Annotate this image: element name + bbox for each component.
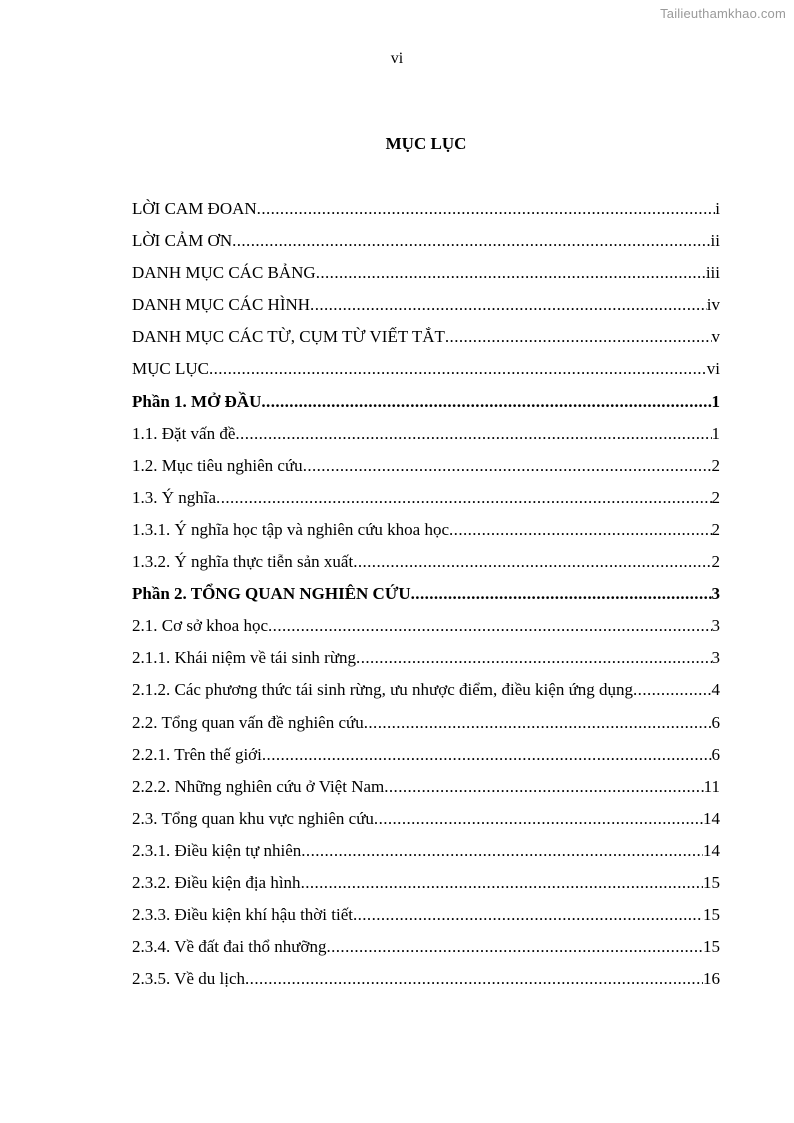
toc-entry-label: 2.2.1. Trên thế giới: [132, 744, 262, 764]
toc-leader-dots: [445, 321, 712, 353]
toc-leader-dots: [257, 193, 716, 225]
toc-entry[interactable]: [132, 418, 720, 450]
toc-leader-dots: [364, 707, 712, 739]
watermark-text: Tailieuthamkhao.com: [660, 6, 786, 21]
toc-leader-dots: [353, 546, 711, 578]
toc-leader-dots: [301, 867, 703, 899]
toc-entry-page: 3: [711, 616, 720, 636]
toc-entry[interactable]: [132, 482, 720, 514]
toc-entry-label: Phần 2. TỔNG QUAN NGHIÊN CỨU: [132, 584, 411, 604]
toc-leader-dots: [303, 450, 712, 482]
toc-leader-dots: [449, 514, 711, 546]
toc-entry-label: 2.2. Tổng quan vấn đề nghiên cứu: [132, 712, 364, 732]
toc-entry-label: 2.3.5. Về du lịch: [132, 969, 246, 989]
toc-entry-page: vi: [706, 359, 720, 379]
toc-entry-label: 1.2. Mục tiêu nghiên cứu: [132, 455, 303, 475]
page-title: MỤC LỤC: [385, 134, 467, 153]
toc-entry[interactable]: [132, 899, 720, 931]
toc-entry-label: 2.1. Cơ sở khoa học: [132, 616, 269, 636]
toc-entry-label: 2.3.3. Điều kiện khí hậu thời tiết: [132, 905, 353, 925]
toc-entry[interactable]: [132, 257, 720, 289]
toc-entry-page: 1: [711, 423, 720, 443]
toc-entry-label: MỤC LỤC: [132, 359, 209, 379]
toc-leader-dots: [374, 803, 703, 835]
toc-entry-label: 2.3. Tổng quan khu vực nghiên cứu: [132, 808, 374, 828]
toc-entry[interactable]: [132, 803, 720, 835]
toc-entry-page: 14: [703, 808, 720, 828]
toc-entry[interactable]: [132, 835, 720, 867]
toc-leader-dots: [326, 931, 703, 963]
toc-entry[interactable]: [132, 931, 720, 963]
toc-entry-page: 3: [711, 648, 720, 668]
toc-entry-label: LỜI CẢM ƠN: [132, 231, 233, 251]
toc-entry-page: ii: [710, 231, 720, 251]
toc-entry-label: DANH MỤC CÁC TỪ, CỤM TỪ VIẾT TẮT: [132, 327, 445, 347]
toc-entry-page: 6: [711, 744, 720, 764]
toc-entry[interactable]: [132, 674, 720, 706]
toc-entry[interactable]: [132, 610, 720, 642]
toc-leader-dots: [301, 835, 703, 867]
toc-entry-label: 1.3. Ý nghĩa: [132, 487, 217, 507]
toc-leader-dots: [633, 674, 711, 706]
toc-entry-page: 6: [711, 712, 720, 732]
toc-entry[interactable]: [132, 514, 720, 546]
toc-entry-label: 1.3.1. Ý nghĩa học tập và nghiên cứu khoa học: [132, 519, 450, 539]
toc-leader-dots: [310, 289, 707, 321]
toc-leader-dots: [261, 386, 711, 418]
toc-leader-dots: [384, 771, 703, 803]
toc-entry-page: 2: [711, 455, 720, 475]
toc-entry-page: i: [715, 199, 720, 218]
toc-entry-page: iv: [706, 295, 720, 315]
toc-entry-label: 2.3.2. Điều kiện địa hình: [132, 872, 301, 892]
toc-entry-page: iii: [705, 263, 720, 283]
toc-entry-page: 15: [703, 937, 720, 957]
toc-entry[interactable]: [132, 578, 720, 610]
toc-entry[interactable]: [132, 386, 720, 418]
toc-entry-label: DANH MỤC CÁC HÌNH: [132, 295, 311, 315]
toc-entry[interactable]: [132, 193, 720, 225]
toc-entry-label: 2.3.1. Điều kiện tự nhiên: [132, 840, 302, 860]
toc-entry[interactable]: [132, 867, 720, 899]
toc-entry-label: 1.1. Đặt vấn đề: [132, 423, 236, 443]
toc-entry[interactable]: [132, 771, 720, 803]
toc-leader-dots: [209, 353, 707, 385]
toc-entry[interactable]: [132, 289, 720, 321]
toc-leader-dots: [316, 257, 706, 289]
toc-entry[interactable]: [132, 225, 720, 257]
toc-entry[interactable]: [132, 963, 720, 995]
toc-entry-page: 15: [703, 872, 720, 892]
toc-entry-page: v: [711, 327, 720, 347]
toc-entry-page: 1: [711, 391, 720, 411]
toc-entry[interactable]: [132, 739, 720, 771]
toc-entry-label: 2.3.4. Về đất đai thổ nhưỡng: [132, 937, 327, 957]
toc-entry[interactable]: [132, 546, 720, 578]
toc-leader-dots: [268, 610, 711, 642]
toc-entry[interactable]: [132, 642, 720, 674]
toc-entry-page: 2: [711, 487, 720, 507]
toc-entry-page: 2: [711, 519, 720, 539]
toc-leader-dots: [216, 482, 711, 514]
toc-entry-label: 1.3.2. Ý nghĩa thực tiễn sản xuất: [132, 552, 354, 572]
toc-entry-page: 11: [703, 776, 720, 796]
toc-entry[interactable]: [132, 321, 720, 353]
toc-entry-label: DANH MỤC CÁC BẢNG: [132, 263, 316, 283]
toc-entry-page: 16: [703, 969, 720, 989]
toc-entry-page: 2: [711, 552, 720, 572]
toc-entry-label: 2.1.1. Khái niệm về tái sinh rừng: [132, 648, 357, 668]
toc-entry[interactable]: [132, 450, 720, 482]
toc-entry-page: 14: [703, 840, 720, 860]
page-number: vi: [390, 50, 404, 67]
toc-leader-dots: [235, 418, 711, 450]
toc-entry-label: 2.1.2. Các phương thức tái sinh rừng, ưu nhược điểm, điều kiện ứng dụng: [132, 680, 634, 700]
toc-leader-dots: [353, 899, 703, 931]
toc-leader-dots: [356, 642, 711, 674]
toc-leader-dots: [411, 578, 712, 610]
toc-entry[interactable]: [132, 707, 720, 739]
toc-leader-dots: [232, 225, 710, 257]
toc-leader-dots: [262, 739, 712, 771]
toc-entry[interactable]: [132, 353, 720, 385]
toc-entry-page: 3: [711, 584, 720, 604]
toc-entry-label: Phần 1. MỞ ĐẦU: [132, 391, 262, 411]
table-of-contents: [132, 193, 720, 995]
toc-entry-page: 15: [703, 905, 720, 925]
toc-leader-dots: [245, 963, 703, 995]
toc-entry-label: 2.2.2. Những nghiên cứu ở Việt Nam: [132, 776, 385, 796]
toc-entry-page: 4: [711, 680, 720, 700]
toc-entry-label: LỜI CAM ĐOAN: [132, 199, 257, 218]
